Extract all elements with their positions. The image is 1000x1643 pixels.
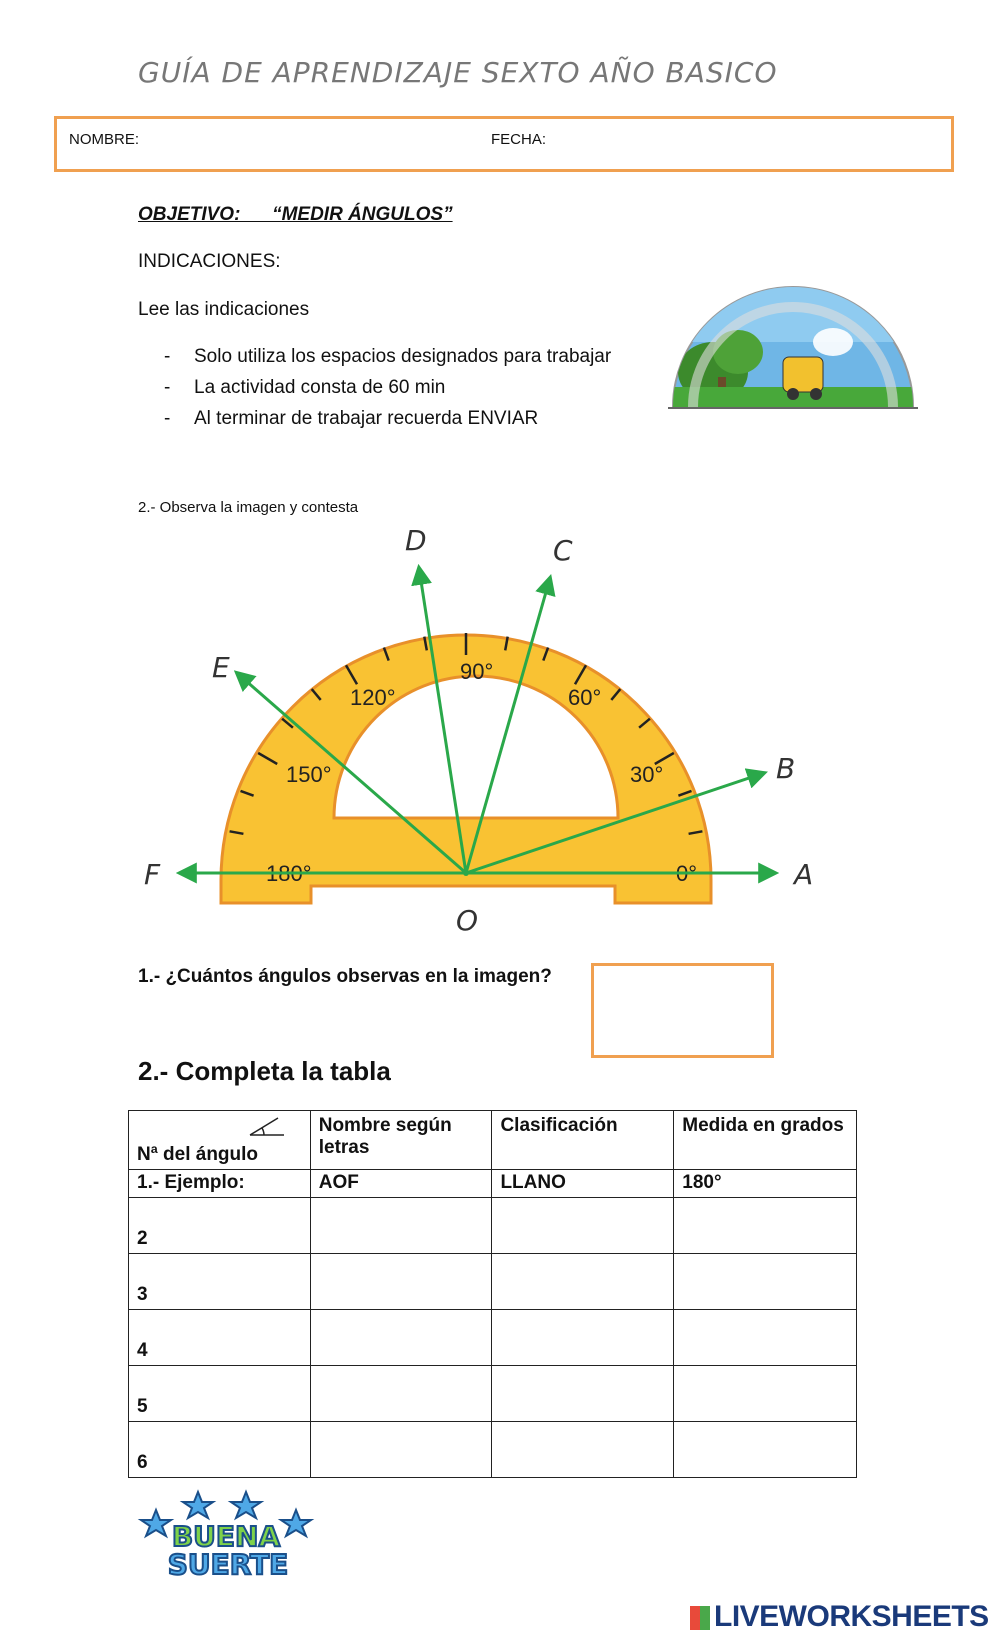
table-row [129,1422,857,1478]
table-cell: 1.- Ejemplo: [129,1170,311,1198]
table-cell: 180° [674,1170,857,1198]
scale-label: 120° [350,685,396,710]
point-label-a: A [794,858,814,891]
star-icon [183,1492,213,1518]
question-1: 1.- ¿Cuántos ángulos observas en la imagen? [138,966,552,987]
point-label-b: B [776,752,796,785]
answer-cell[interactable] [674,1366,857,1422]
vertex-o [463,870,469,876]
badge-line-1: BUENA [171,1520,281,1553]
table-header-row [129,1111,857,1170]
page-title: GUÍA DE APRENDIZAJE SEXTO AÑO BASICO [138,56,778,89]
point-label-o: O [456,904,479,937]
table-row [129,1310,857,1366]
table-cell: AOF [310,1170,492,1198]
date-label: FECHA: [491,131,547,148]
instruction-item: - La actividad consta de 60 min [164,377,446,398]
answer-cell[interactable] [492,1254,674,1310]
table-row-number: 5 [129,1366,311,1422]
table-header-cell: Nª del ángulo [129,1111,311,1170]
angle-icon [248,1115,286,1137]
name-date-box [54,116,954,172]
name-label: NOMBRE: [69,131,140,148]
table-row [129,1198,857,1254]
answer-cell[interactable] [310,1422,492,1478]
answer-cell[interactable] [310,1198,492,1254]
instruction-item: - Solo utiliza los espacios designados para trabajar [164,346,612,367]
answer-cell[interactable] [310,1310,492,1366]
section-label: 2.- Observa la imagen y contesta [138,499,359,516]
table-row [129,1366,857,1422]
answer-cell[interactable] [492,1366,674,1422]
star-icon [281,1510,311,1536]
answer-box[interactable] [591,963,774,1058]
answer-cell[interactable] [492,1422,674,1478]
scale-label: 60° [568,685,602,710]
answer-cell[interactable] [492,1198,674,1254]
table-row-number: 6 [129,1422,311,1478]
instructions-heading: INDICACIONES: [138,251,281,272]
question-2: 2.- Completa la tabla [138,1056,391,1086]
grid-logo-icon [690,1606,710,1630]
scale-label: 90° [460,659,494,684]
scale-label: 150° [286,762,332,787]
table-header-cell: Medida en grados [674,1111,857,1170]
star-icon [141,1510,171,1536]
instruction-item: - Al terminar de trabajar recuerda ENVIAR [164,408,539,429]
liveworksheets-logo[interactable]: LIVEWORKSHEETS [690,1600,989,1634]
answer-cell[interactable] [492,1310,674,1366]
table-row-number: 4 [129,1310,311,1366]
protractor-diagram [0,520,1000,950]
scale-label: 0° [676,861,698,886]
scale-label: 30° [630,762,664,787]
table-row-number: 3 [129,1254,311,1310]
answer-cell[interactable] [674,1198,857,1254]
table-header-cell: Clasificación [492,1111,674,1170]
answer-cell[interactable] [674,1310,857,1366]
answer-cell[interactable] [310,1254,492,1310]
scale-label: 180° [266,861,312,886]
answer-cell[interactable] [674,1254,857,1310]
table-row-number: 2 [129,1198,311,1254]
point-label-e: E [212,651,230,684]
star-icon [231,1492,261,1518]
answer-cell[interactable] [674,1422,857,1478]
protractor-illustration [668,282,918,412]
table-example-row [129,1170,857,1198]
point-label-f: F [144,858,161,891]
point-label-c: C [553,534,573,567]
objective: OBJETIVO: “MEDIR ÁNGULOS” [138,204,453,225]
answer-cell[interactable] [310,1366,492,1422]
angles-table [128,1110,857,1478]
badge-line-2: SUERTE [167,1548,289,1578]
table-cell: LLANO [492,1170,674,1198]
good-luck-badge [136,1488,316,1578]
table-row [129,1254,857,1310]
instructions-intro: Lee las indicaciones [138,299,310,320]
point-label-d: D [405,524,427,557]
table-header-cell: Nombre según letras [310,1111,492,1170]
